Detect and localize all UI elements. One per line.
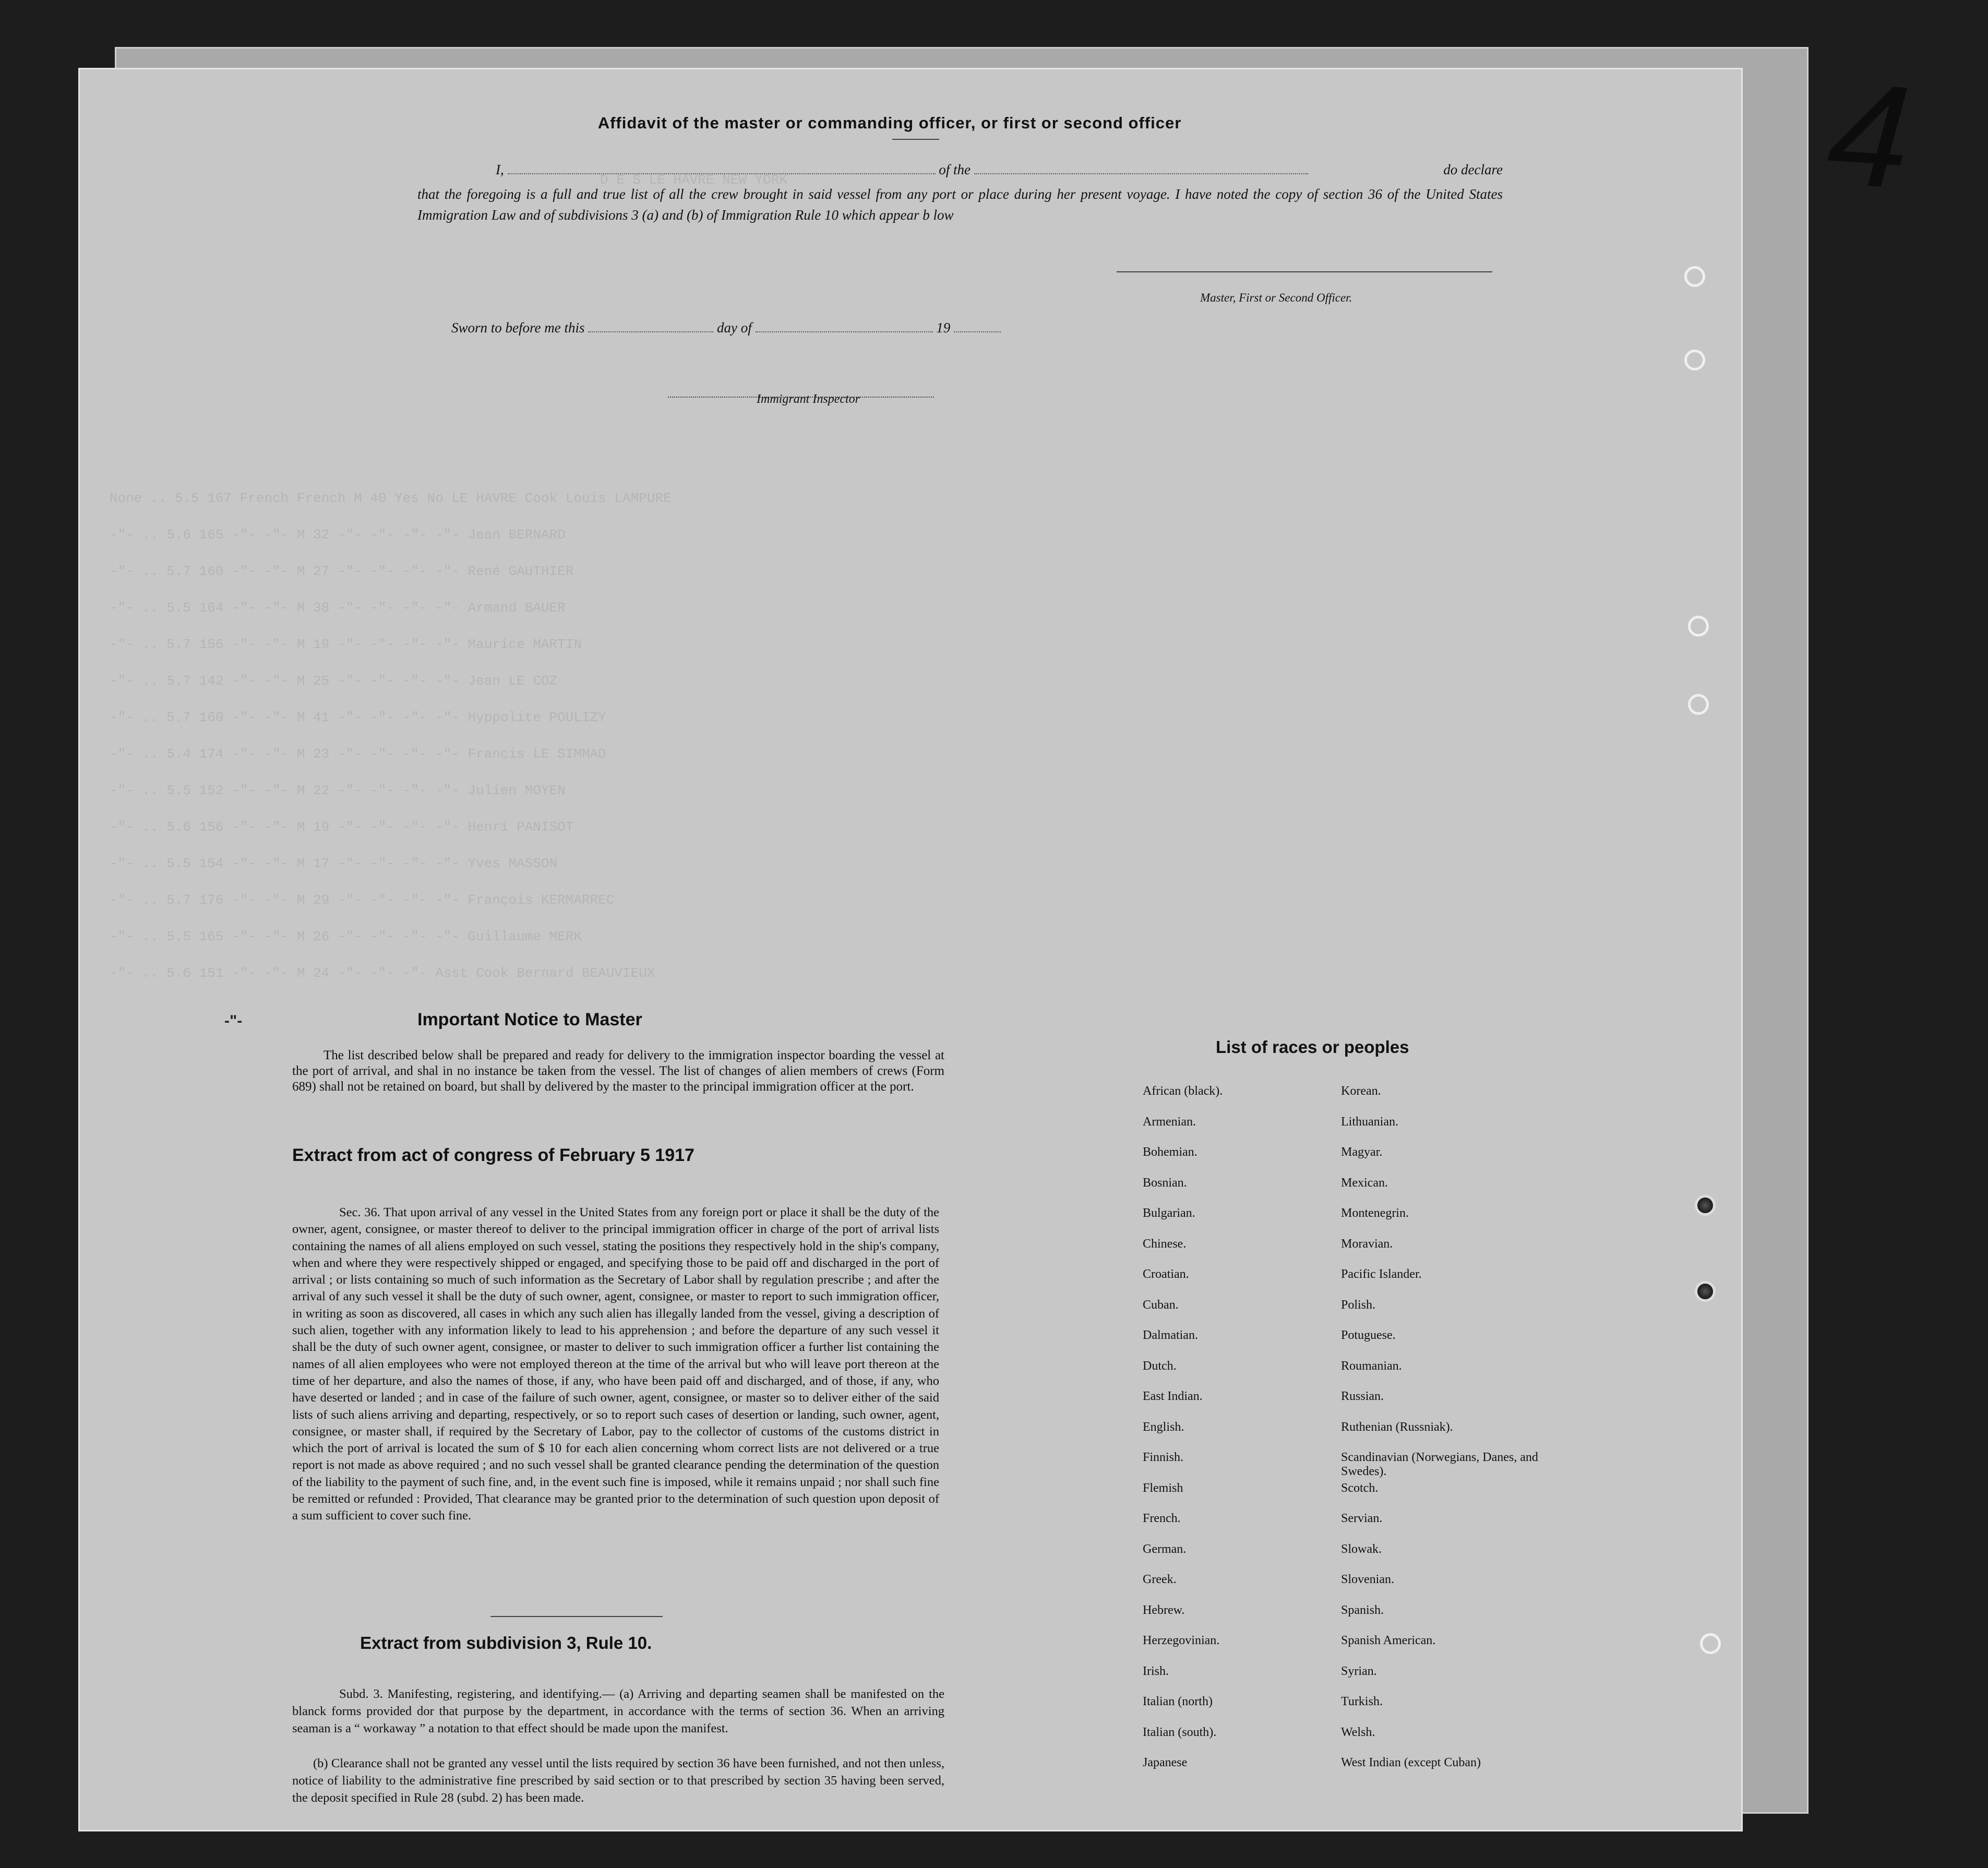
race-item: Pacific Islander.: [1341, 1267, 1422, 1281]
race-item: Flemish: [1143, 1481, 1183, 1495]
vessel-name-field[interactable]: [974, 173, 1308, 174]
race-item: Montenegrin.: [1341, 1206, 1409, 1220]
race-item: Italian (north): [1143, 1695, 1213, 1708]
race-item: Servian.: [1341, 1512, 1383, 1525]
races-left-column: [1143, 1084, 1331, 1787]
race-item: Dutch.: [1143, 1359, 1177, 1373]
race-item: Japanese: [1143, 1756, 1188, 1769]
binder-hole: [1688, 694, 1709, 715]
sworn-day-field[interactable]: [588, 331, 713, 332]
race-item: Armenian.: [1143, 1115, 1196, 1129]
sworn-text: Sworn to before me this: [451, 320, 585, 336]
race-item: Bosnian.: [1143, 1176, 1187, 1190]
race-item: Hebrew.: [1143, 1603, 1185, 1617]
race-item: Mexican.: [1341, 1176, 1388, 1190]
binder-hole: [1700, 1633, 1721, 1654]
declarant-name-field[interactable]: [508, 173, 936, 174]
race-item: Korean.: [1341, 1084, 1381, 1098]
notice-title: Important Notice to Master: [417, 1010, 642, 1029]
of-the-label: of the: [939, 162, 971, 177]
extract-rule-para-b: (b) Clearance shall not be granted any vessel until the lists required by section 36 have been furnished, and not then unless, notice of liability to the administrative fine prescribed by said section or to that prescribed by section 35 having been served, the deposit specified in Rule 28 (subd. 2) has been made.: [292, 1756, 944, 1805]
races-right-column: [1341, 1084, 1586, 1787]
declarant-prefix: I,: [496, 162, 504, 177]
sworn-year-field[interactable]: [954, 331, 1001, 332]
race-item: French.: [1143, 1512, 1181, 1525]
affidavit-page: D E S LE HAVRE NEW YORK None .. 5.5 167 French French M 40 Yes No LE HAVRE Cook Louis LAMPURE -"- .. 5.6 165 -"- -"- M 32 -"- -"- -"- -"- Jean BERNARD -"- .. 5.7 160 -"- -"- M 27 -"- -"- -"- -"- René GAUTHIER -"- .. 5.5 164 -"- -"- M 38 -"- -"- -"- -"- Armand BAUER -"- .. 5.7 156 -"- -"- M 19 -"- -"- -"- -"- Maurice MARTIN -"- .. 5.7 142 -"- -"- M 25 -"- -"- -"- -"- Jean LE COZ -"- .. 5.7 160 -"- -"- M 41 -"- -"- -"- -"- Hyppolite POULIZY -"- .. 5.4 174 -"- -"- M 23 -"- -"- -"- -"- Francis LE SIMMAD -"- .. 5.5 152 -"- -"- M 22 -"- -"- -"- -"- Julien MOYEN -"- .. 5.6 156 -"- -"- M 19 -"- -"- -"- -"- Henri PANISOT -"- .. 5.5 154 -"- -"- M 17 -"- -"- -"- -"- Yves MASSON -"- .. 5.7 176 -"- -"- M 29 -"- -"- -"- -"- François KERMARREC -"- .. 5.5 165 -"- -"- M 26 -"- -"- -"- -"- Guillaume MERK -"- .. 5.6 151 -"- -"- M 24 -"- -"- -"- Asst Cook Bernard BEAUVIEUX Affidavit of the master or commanding officer, or first or second officer I, of the do declare that the foregoing is a full and true list of all the crew brought in said vessel from any port or place during her present voyage. I have noted the copy of section 36 of the United States Immigration Law and of subdivisions 3 (a) and (b) of Immigration Rule 10 which appear b low Master, First or Second Officer. Sworn to before me this day of 19 Immigrant Inspector Important Notice to Master -"- The list described below shall be prepared and ready for delivery to the immigration inspector boarding the vessel at the port of arrival, and shal in no instance be taken from the vessel. The list of changes of alien members of crews (Form 689) shall not be retained on board, but shall by delivered by the master to the principal immigration officer at the port. Extract from act of congress of February 5 1917 Sec. 36. That upon arrival of any vessel in the United States from any foreign port or place it shall be the duty of the owner, agent, consignee, or master thereof to deliver to the principal immigration officer in charge of the port of arrival lists containing the names of all aliens employed on such vessel, stating the positions they respectively hold in the ship's company, when and where they were respectively shipped or engaged, and specifying those to be paid off and discharged in the port of arrival ; or lists containing so much of such information as the Secretary of Labor shall by regulation prescribe ; and after the arrival of any such vessel it shall be the duty of such owner, agent, consignee, or master to report to such immigration officer, in writing as soon as discovered, all cases in which any such alien has illegally landed from the vessel, giving a description of such alien, together with any information likely to lead to his apprehension ; and before the departure of any such vessel it shall be the duty of such owner agent, consignee, or master to deliver to such immigration officer a further list containing the names of all alien employees who were not employed thereon at the time of the arrival but who will leave port thereon at the time of her departure, and also the names of those, if any, who have been paid off and discharged, and of those, if any, who have deserted or landed ; and in case of the failure of such owner, agent, consignee, or master so to deliver either of the said lists of such aliens arriving and departing, respectively, or so to report such cases of desertion or landing, such owner, agent, consignee, or master shall, if required by the Secretary of Labor, pay to the collector of customs of the customs district in which the port of arrival is located the sum of $ 10 for each alien concerning whom correct lists are not delivered or a true report is not made as above required ; and no such vessel shall be granted clearance pending the determination of the question of the liability to the payment of such fine, and, in the event such fine is imposed, while it remains unpaid ; nor shall such fine be remitted or refunded : Provided, That clearance may be granted prior to the determination of such question upon deposit of a sum sufficient to cover such fine. Extract from subdivision 3, Rule 10. Subd. 3. Manifesting, registering, and identifying.— (a) Arriving and departing seamen shall be manifested on the blanck forms provided dor that purpose by the department, in accordance with the terms of section 36. When an arriving seaman is a “ workaway ” a notation to that effect should be made upon the manifest. (b) Clearance shall not be granted any vessel until the lists required by section 36 have been furnished, and not then unless, notice of liability to the administrative fine prescribed by said section or to that prescribed by section 35 having been served, the deposit specified in Rule 28 (subd. 2) has been made. List of races or peoples African (black). Armenian. Bohemian. Bosnian. Bulgarian. Chinese. Croatian. Cuban. Dalmatian. Dutch. East Indian. English. Finnish. Flemish French. German. Greek. Hebrew. Herzegovinian. Irish. Italian (north) Italian (south). Japanese Korean. Lithuanian. Magyar. Mexican. Montenegrin. Moravian. Pacific Islander. Polish. Potuguese. Roumanian. Russian. Ruthenian (Russniak). Scandinavian (Norwegians, Danes, and Swedes). Scotch. Servian. Slowak. Slovenian. Spanish. Spanish American. Syrian. Turkish. Welsh. West Indian (except Cuban): [78, 68, 1743, 1831]
race-item: Lithuanian.: [1341, 1115, 1398, 1129]
binder-hole: [1695, 1281, 1716, 1302]
race-item: Russian.: [1341, 1390, 1384, 1403]
race-item: Bulgarian.: [1143, 1206, 1195, 1220]
race-item: Scotch.: [1341, 1481, 1379, 1495]
race-item: English.: [1143, 1420, 1184, 1434]
do-declare-label: do declare: [1443, 162, 1503, 177]
affidavit-statement: that the foregoing is a full and true list of all the crew brought in said vessel from any port or place during her present voyage. I have noted the copy of section 36 of the United States Immigration Law and of subdivisions 3 (a) and (b) of Immigration Rule 10 which appear b low: [417, 186, 1503, 223]
binder-hole: [1684, 350, 1705, 370]
signature-line[interactable]: [1117, 271, 1492, 272]
race-item: Italian (south).: [1143, 1725, 1217, 1739]
race-item: Irish.: [1143, 1664, 1169, 1678]
race-item: Welsh.: [1341, 1725, 1375, 1739]
binder-hole: [1684, 266, 1705, 287]
day-of-label: day of: [717, 320, 752, 336]
race-item: Finnish.: [1143, 1451, 1184, 1464]
binder-hole: [1695, 1195, 1716, 1216]
sworn-line: [451, 320, 1001, 336]
ditto-mark: -"-: [224, 1012, 243, 1029]
race-item: Bohemian.: [1143, 1145, 1197, 1159]
extract-rule-title: Extract from subdivision 3, Rule 10.: [360, 1633, 652, 1653]
race-item: Slovenian.: [1341, 1573, 1394, 1586]
race-item: Moravian.: [1341, 1237, 1393, 1251]
race-item: Magyar.: [1341, 1145, 1383, 1159]
extract-act-divider: [490, 1616, 663, 1617]
race-item: Herzegovinian.: [1143, 1634, 1220, 1647]
race-item: Slowak.: [1341, 1542, 1382, 1556]
race-item: Chinese.: [1143, 1237, 1187, 1251]
race-item: Ruthenian (Russniak).: [1341, 1420, 1453, 1434]
extract-rule-para-a: Subd. 3. Manifesting, registering, and identifying.— (a) Arriving and departing seamen shall be manifested on the blanck forms provided dor that purpose by the department, in accordance with the terms of section 36. When an arriving seaman is a “ workaway ” a notation to that effect should be made upon the manifest.: [292, 1687, 944, 1735]
race-item: Dalmatian.: [1143, 1328, 1198, 1342]
race-item: African (black).: [1143, 1084, 1223, 1098]
race-item: Spanish.: [1341, 1603, 1384, 1617]
race-item: Roumanian.: [1341, 1359, 1402, 1373]
title-underline: [892, 139, 939, 140]
race-item: West Indian (except Cuban): [1341, 1756, 1481, 1769]
sworn-month-field[interactable]: [756, 331, 933, 332]
affidavit-declaration-line: [496, 162, 1503, 178]
year-prefix: 19: [936, 320, 951, 336]
signer-label: Master, First or Second Officer.: [1200, 291, 1352, 304]
race-item: East Indian.: [1143, 1390, 1203, 1403]
race-item: German.: [1143, 1542, 1187, 1556]
inspector-label: Immigrant Inspector: [757, 392, 860, 406]
race-item: Syrian.: [1341, 1664, 1377, 1678]
binder-hole: [1688, 616, 1709, 637]
race-item: Spanish American.: [1341, 1634, 1436, 1647]
race-item: Cuban.: [1143, 1298, 1179, 1312]
race-item: Turkish.: [1341, 1695, 1383, 1708]
race-item: Scandinavian (Norwegians, Danes, and Swedes).: [1341, 1451, 1538, 1478]
affidavit-title: Affidavit of the master or commanding officer, or first or second officer: [597, 114, 1182, 132]
race-item: Potuguese.: [1341, 1328, 1396, 1342]
notice-body: The list described below shall be prepared and ready for delivery to the immigration inspector boarding the vessel at the port of arrival, and shal in no instance be taken from the vessel. The list of changes of alien members of crews (Form 689) shall not be retained on board, but shall by delivered by the master to the principal immigration officer at the port.: [292, 1048, 944, 1094]
extract-act-body: Sec. 36. That upon arrival of any vessel in the United States from any foreign port or place it shall be the duty of the owner, agent, consignee, or master thereof to deliver to the principal immigration officer in charge of the port of arrival lists containing the names of all aliens employed on such vessel, stating the positions they respectively hold in the ship's company, when and where they were respectively shipped or engaged, and specifying those to be paid off and discharged in the port of arrival ; or lists containing so much of such information as the Secretary of Labor shall by regulation prescribe ; and after the arrival of any such vessel it shall be the duty of such owner, agent, consignee, or master to report to such immigration officer, in writing as soon as discovered, all cases in which any such alien has illegally landed from the vessel, giving a description of such alien, together with any information likely to lead to his apprehension ; and before the departure of any such vessel it shall be the duty of such owner agent, consignee, or master to deliver to such immigration officer a further list containing the names of all alien employees who were not employed thereon at the time of the arrival but who will leave port thereon at the time of her departure, and also the names of those, if any, who have been paid off and discharged, and of those, if any, who have deserted or landed ; and in case of the failure of such owner, agent, consignee, or master so to deliver either of the said lists of such aliens arriving and departing, respectively, or so to report such cases of desertion or landing, such owner, agent, consignee, or master shall, if required by the Secretary of Labor, pay to the collector of customs of the customs district in which the port of arrival is located the sum of $ 10 for each alien concerning whom correct lists are not delivered or a true report is not made as above required ; and no such vessel shall be granted clearance pending the determination of the question of the liability to the payment of such fine, and, in the event such fine is imposed, while it remains unpaid ; nor shall such fine be remitted or refunded : Provided, That clearance may be granted prior to the determination of such question upon deposit of a sum sufficient to cover such fine.: [292, 1205, 939, 1523]
race-item: Polish.: [1341, 1298, 1376, 1312]
race-item: Greek.: [1143, 1573, 1177, 1586]
handwritten-page-number: 4: [1823, 51, 1915, 220]
races-title: List of races or peoples: [1216, 1037, 1409, 1057]
extract-act-title: Extract from act of congress of February 5 1917: [292, 1145, 694, 1165]
race-item: Croatian.: [1143, 1267, 1189, 1281]
